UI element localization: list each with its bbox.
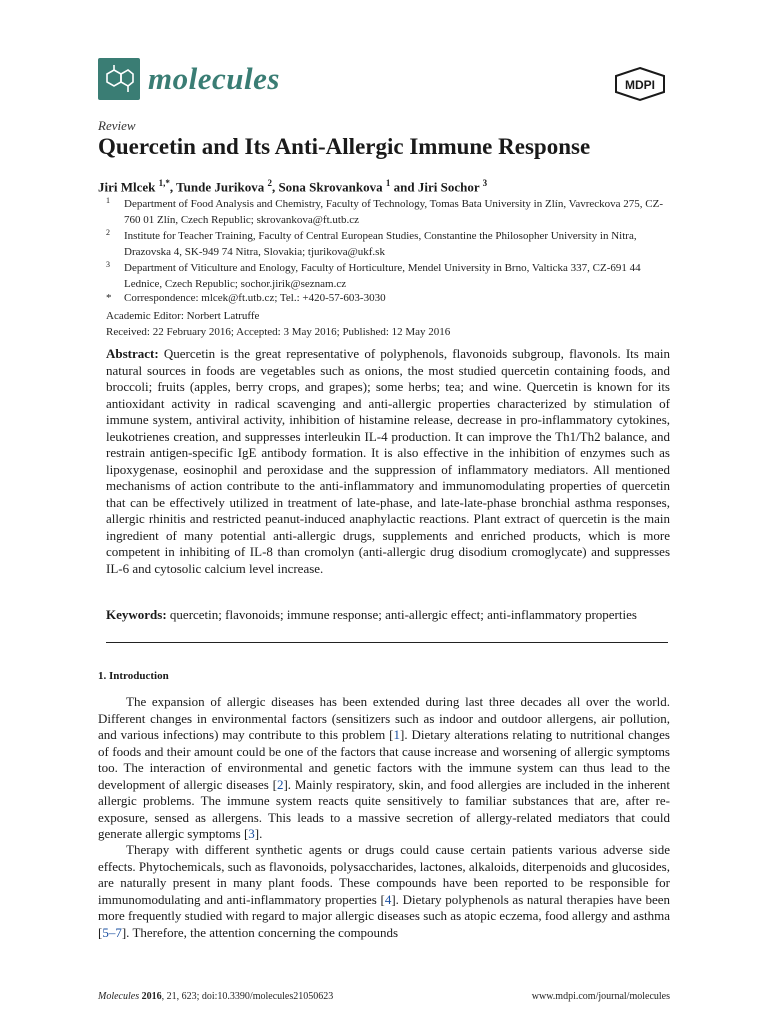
footer-volume: , 21, 623; doi:10.3390/molecules21050623	[161, 991, 334, 1002]
article-title: Quercetin and Its Anti-Allergic Immune Response	[98, 134, 591, 159]
citation-link[interactable]: 4	[384, 891, 392, 907]
correspondence-mark: *	[106, 292, 112, 304]
affiliation-text: Institute for Teacher Training, Faculty of Central European Studies, Constantine the Philosopher University in Nitra, Drazovska 4, SK-949 74 Nitra, Slovakia; tjurikova@ukf.sk	[124, 230, 637, 258]
section-heading: 1. Introduction	[98, 670, 169, 682]
abstract-text: Quercetin is the great representative of polyphenols, flavonoids subgroup, flavonols. Its main natural sources in foods are vegetables such as onions, the most studied quercetin containing foods, and broccoli; fruits (apples, berry crops, and grapes); some herbs; tea; and wine. Quercetin is known for its antioxidant activity in radical scavenging and anti-allergic properties characterized by stimulation of immune system, antiviral activity, inhibition of histamine release, decrease in pro-inflammatory cytokines, leukotrienes creation, and suppresses interleukin IL-4 production. It can improve the Th1/Th2 balance, and restrain antigen-specific IgE antibody formation. It is also effective in the inhibition of enzymes such as lipoxygenase, eosinophil and peroxidase and the suppression of inflammatory mediators. All mentioned mechanisms of action contribute to the anti-inflammatory and immunomodulating properties of quercetin that can be effectively utilized in treatment of late-phase, and late-late-phase bronchial asthma responses, allergic rhinitis and restricted peanut-induced anaphylactic reactions. Plant extract of quercetin is the main ingredient of many potential anti-allergic drugs, supplements and enriched products, which is more competent in inhibiting of IL-8 than cromolyn (anti-allergic drug disodium cromoglycate) and suppresses IL-6 and cytosolic calcium level increase.	[106, 346, 671, 576]
citation-link[interactable]: 3	[248, 826, 255, 841]
footer-url[interactable]: www.mdpi.com/journal/molecules	[531, 991, 670, 1002]
author-affiliation-mark: 3	[482, 178, 488, 188]
abstract	[106, 346, 670, 577]
author-list: Jiri Mlcek $^{1,*}$, Tunde Jurikova $^2$, Sona Skrovankova $^1$ and Jiri Sochor $^3$	[98, 178, 488, 195]
footer-journal: Molecules	[98, 991, 140, 1002]
article-type: Review	[98, 118, 136, 133]
keywords-label: Keywords:	[106, 607, 167, 622]
footer-citation	[98, 991, 333, 1002]
author-name: Jiri Mlcek	[98, 179, 159, 195]
journal-logo	[98, 58, 140, 100]
author-name: Sona Skrovankova	[278, 179, 386, 195]
intro-paragraph-1: The expansion of allergic diseases has been extended during last three decades all over the world. Different changes in environmental factors (sensitizers such as indoor and outdoor allergens, air pollution, and various infections) may contribute to this problem [1]. Dietary alterations relating to nutritional changes of foods and their amount could be one of the factors that cause increase and worsening of allergic symptoms too. The interaction of environmental and genetic factors with the immune system can thus lead to the development of allergic diseases [2]. Mainly respiratory, skin, and food allergies are included in the inherent allergic problems. The immune system reacts quite sensitively to familiar substances that are, after re-exposure, sensed as allergens. This leads to a massive secretion of allergy-related mediators that could generate allergic symptoms [3].	[98, 694, 670, 841]
footer-year: 2016	[141, 991, 162, 1002]
abstract-label: Abstract:	[106, 346, 159, 361]
author-affiliation-mark: 1	[385, 178, 391, 188]
intro-paragraph-2: Therapy with different synthetic agents or drugs could cause certain patients various adverse side effects. Phytochemicals, such as flavonoids, polysaccharides, lactones, alkaloids, diterpenoids and glucosides, are naturally present in many plant foods. These compounds have been reported to be responsible for immunomodulating and anti-inflammatory properties [4]. Dietary polyphenols as natural therapies have been more frequently studied with regard to major allergic diseases such as atopic eczema, food allergy and asthma [5–7]. Therefore, the attention concerning the compounds	[98, 842, 670, 940]
publisher-logo	[612, 66, 668, 102]
author-name: Jiri Sochor	[417, 179, 483, 195]
keywords	[106, 607, 676, 623]
correspondence-text: Correspondence: mlcek@ft.utb.cz; Tel.: +420-57-603-3030	[124, 292, 386, 304]
citation-link[interactable]: 2	[276, 776, 284, 792]
author-name: Tunde Jurikova	[176, 179, 268, 195]
affiliation-text: Department of Viticulture and Enology, Faculty of Horticulture, Mendel University in Brno, Valticka 337, CZ-691 44 Lednice, Czech Republic; sochor.jirik@seznam.cz	[124, 262, 641, 290]
affiliation-number: 3	[106, 260, 110, 269]
academic-editor: Academic Editor: Norbert Latruffe	[106, 310, 260, 322]
publisher-logo-text: MDPI	[625, 78, 655, 92]
affiliation-number: 2	[106, 228, 110, 237]
affiliation-text: Department of Food Analysis and Chemistry, Faculty of Technology, Tomas Bata University in Zlín, Vavreckova 275, CZ-760 01 Zlín, Czech Republic; skrovankova@ft.utb.cz	[124, 198, 664, 226]
journal-name: molecules	[148, 61, 280, 96]
citation-link[interactable]: 5–7	[102, 924, 122, 940]
divider	[106, 642, 668, 643]
author-affiliation-mark: 1,*	[158, 178, 170, 188]
affiliation-number: 1	[106, 196, 110, 205]
author-affiliation-mark: 2	[267, 178, 272, 188]
citation-link[interactable]: 1	[393, 727, 401, 742]
molecule-icon	[102, 62, 136, 96]
article-dates: Received: 22 February 2016; Accepted: 3 May 2016; Published: 12 May 2016	[106, 326, 451, 338]
keywords-text: quercetin; flavonoids; immune response; anti-allergic effect; anti-inflammatory properties	[169, 607, 637, 622]
